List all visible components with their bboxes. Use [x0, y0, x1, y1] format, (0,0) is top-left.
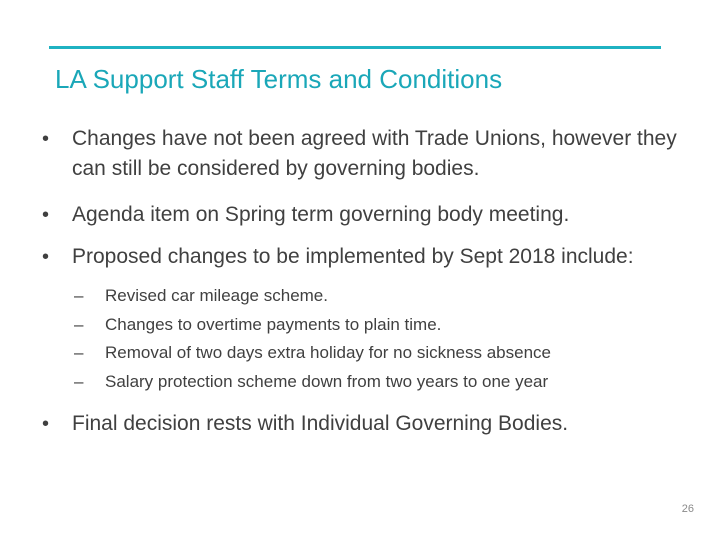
bullet-list: [42, 124, 702, 459]
bullet-text: Changes have not been agreed with Trade Unions, however they can still be considered by governing bodies.: [72, 127, 677, 180]
page-number: 26: [681, 503, 694, 515]
bullet-text: Proposed changes to be implemented by Sept 2018 include:: [72, 245, 634, 268]
slide-title: LA Support Staff Terms and Conditions: [55, 64, 503, 94]
bullet-item: [42, 242, 702, 396]
sub-bullet-item: – Changes to overtime payments to plain time.: [72, 311, 702, 340]
sub-bullet-item: – Removal of two days extra holiday for no sickness absence: [72, 339, 702, 368]
bullet-item: [42, 124, 702, 184]
bullet-text: Agenda item on Spring term governing body meeting.: [72, 203, 570, 226]
bullet-item: [42, 200, 702, 230]
bullet-text: Final decision rests with Individual Governing Bodies.: [72, 412, 569, 435]
title-rule: [49, 46, 661, 49]
sub-bullet-list: [72, 282, 702, 396]
sub-bullet-item: – Revised car mileage scheme.: [72, 282, 702, 311]
sub-bullet-item: – Salary protection scheme down from two years to one year: [72, 368, 702, 397]
bullet-item: [42, 409, 702, 439]
